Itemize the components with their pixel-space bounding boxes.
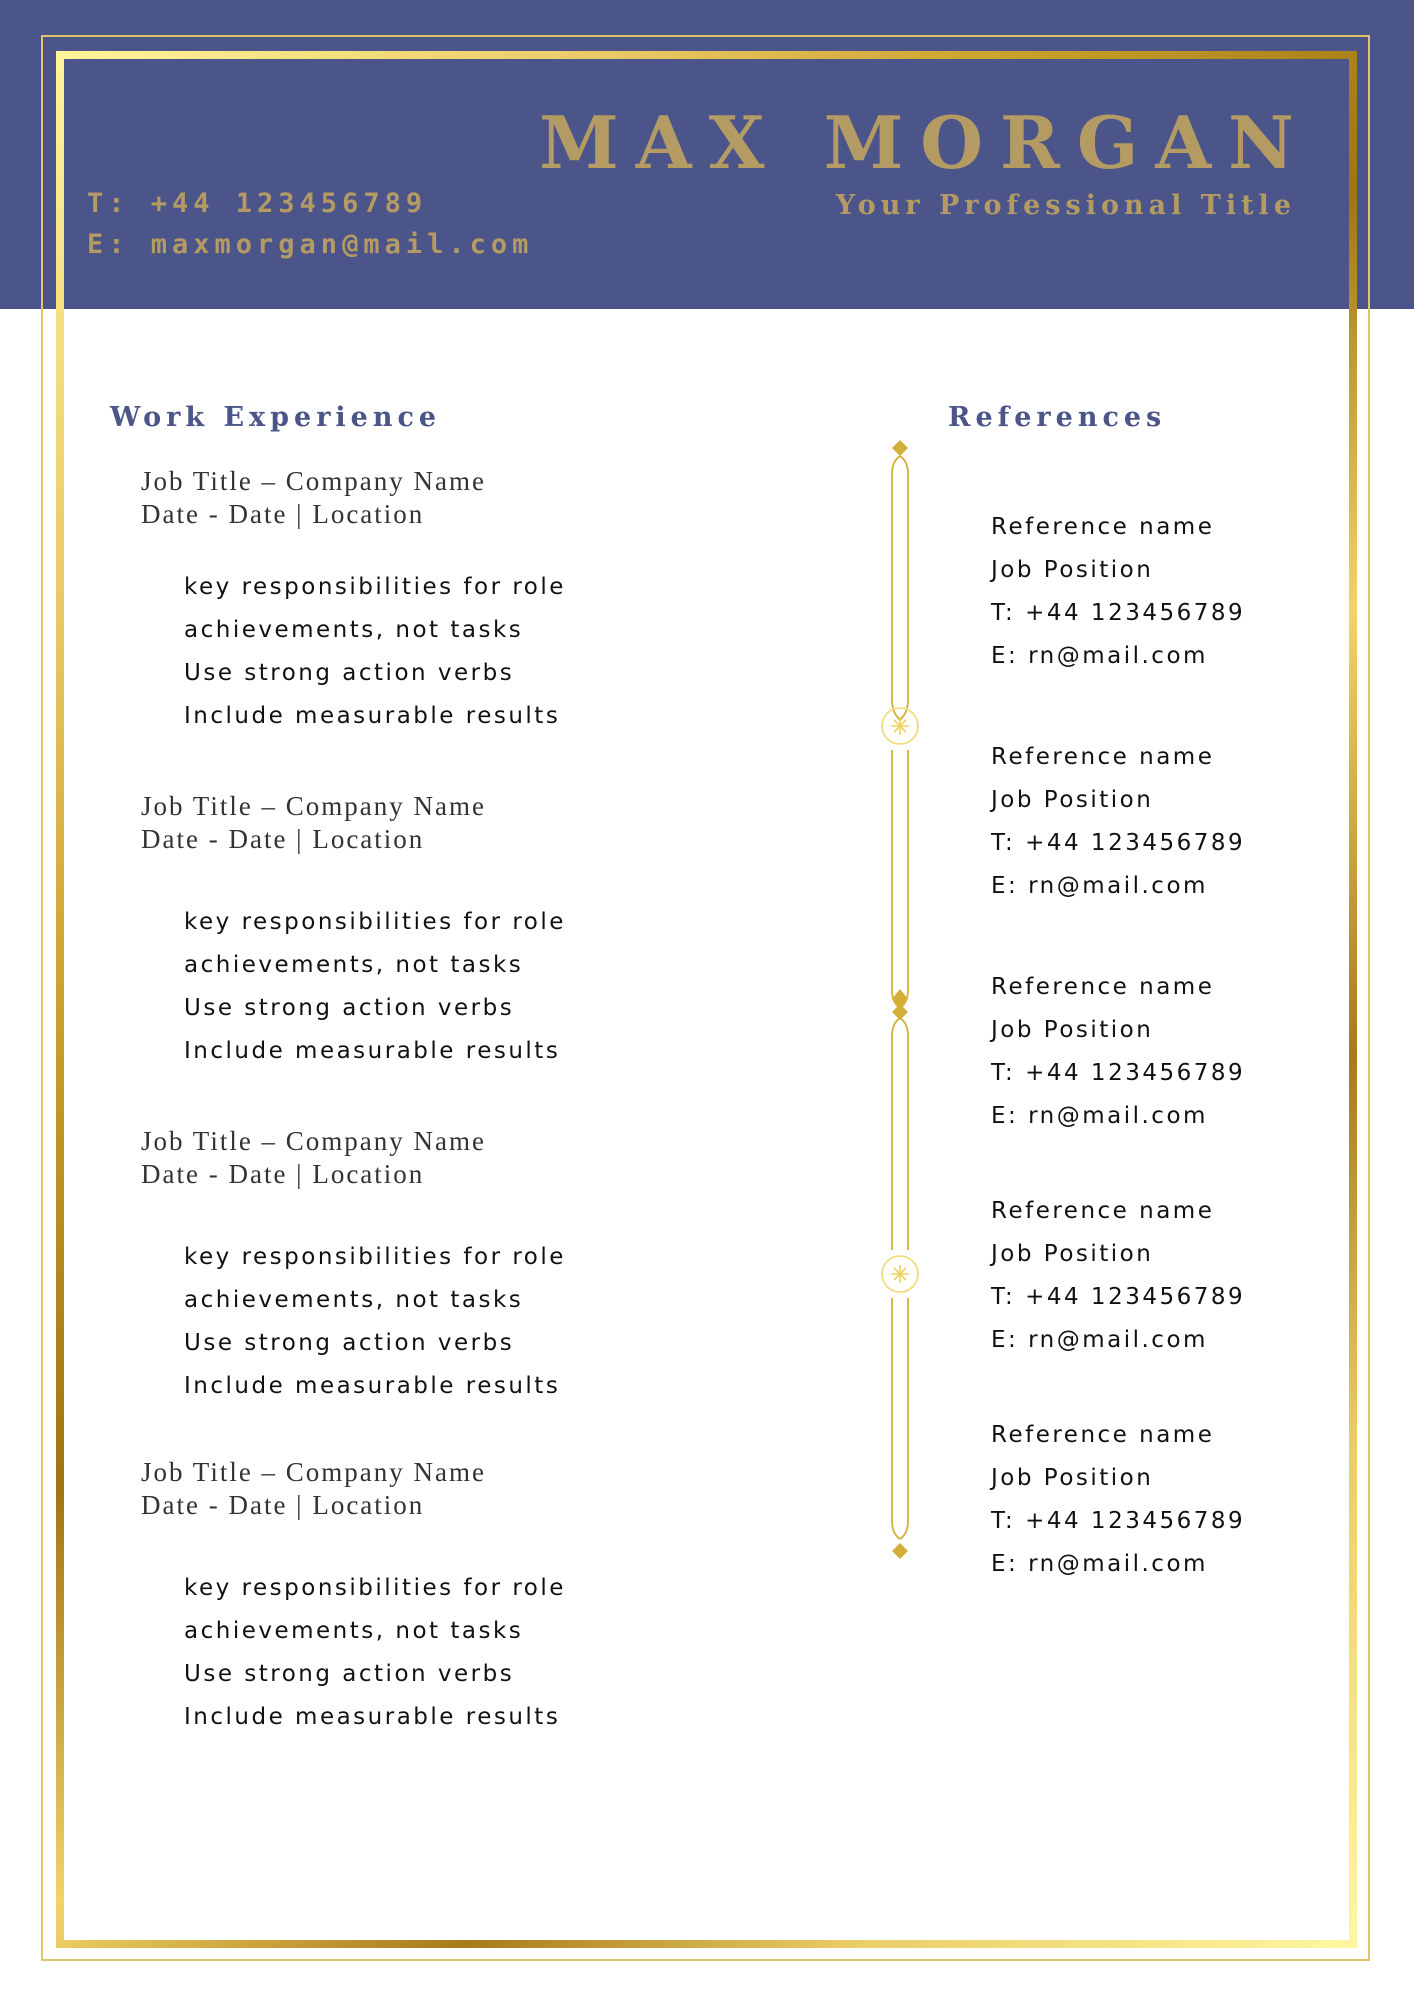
contact-email: E: maxmorgan@mail.com (87, 229, 534, 260)
job-title-line: Job Title – Company Name (141, 1457, 487, 1487)
job-bullet: achievements, not tasks (184, 952, 524, 978)
reference-email: E: rn@mail.com (991, 873, 1208, 899)
job-bullet: Include measurable results (184, 703, 561, 729)
professional-title: Your Professional Title (835, 190, 1296, 221)
job-date-line: Date - Date | Location (141, 499, 425, 529)
reference-entry (991, 1190, 1245, 1362)
job-bullet: Use strong action verbs (184, 660, 515, 686)
job-bullet: achievements, not tasks (184, 1287, 524, 1313)
reference-name: Reference name (991, 1198, 1215, 1224)
reference-phone: T: +44 123456789 (991, 1060, 1246, 1086)
candidate-name: MAX MORGAN (539, 100, 1311, 185)
job-bullet: Include measurable results (184, 1373, 561, 1399)
job-bullet: Use strong action verbs (184, 1661, 515, 1687)
reference-phone: T: +44 123456789 (991, 1284, 1246, 1310)
job-bullet: key responsibilities for role (184, 1244, 566, 1270)
job-title-line: Job Title – Company Name (141, 1126, 487, 1156)
job-title-line: Job Title – Company Name (141, 466, 487, 496)
job-bullets (141, 1567, 566, 1739)
job-bullet: Include measurable results (184, 1704, 561, 1730)
reference-name: Reference name (991, 1422, 1215, 1448)
job-entry (141, 465, 566, 738)
job-bullet: key responsibilities for role (184, 909, 566, 935)
reference-position: Job Position (991, 1465, 1154, 1491)
reference-entry (991, 506, 1245, 678)
references-heading: References (948, 402, 1167, 433)
job-entry (141, 1456, 566, 1739)
contact-block (87, 183, 533, 265)
job-bullet: key responsibilities for role (184, 1575, 566, 1601)
job-bullet: key responsibilities for role (184, 574, 566, 600)
job-date-line: Date - Date | Location (141, 1159, 425, 1189)
job-bullet: Use strong action verbs (184, 1330, 515, 1356)
job-entry (141, 1125, 566, 1408)
reference-name: Reference name (991, 744, 1215, 770)
job-title-line: Job Title – Company Name (141, 791, 487, 821)
reference-phone: T: +44 123456789 (991, 1508, 1246, 1534)
reference-email: E: rn@mail.com (991, 1551, 1208, 1577)
job-date-line: Date - Date | Location (141, 824, 425, 854)
reference-position: Job Position (991, 557, 1154, 583)
reference-name: Reference name (991, 974, 1215, 1000)
work-experience-heading: Work Experience (110, 402, 442, 433)
reference-entry (991, 736, 1245, 908)
ornamental-divider (870, 438, 930, 1563)
job-bullets (141, 901, 566, 1073)
job-bullet: Use strong action verbs (184, 995, 515, 1021)
reference-position: Job Position (991, 1017, 1154, 1043)
job-bullet: achievements, not tasks (184, 1618, 524, 1644)
job-bullet: achievements, not tasks (184, 617, 524, 643)
job-bullet: Include measurable results (184, 1038, 561, 1064)
job-bullets (141, 566, 566, 738)
job-bullets (141, 1236, 566, 1408)
reference-email: E: rn@mail.com (991, 1327, 1208, 1353)
reference-name: Reference name (991, 514, 1215, 540)
reference-phone: T: +44 123456789 (991, 830, 1246, 856)
reference-position: Job Position (991, 1241, 1154, 1267)
job-entry (141, 790, 566, 1073)
reference-entry (991, 1414, 1245, 1586)
reference-position: Job Position (991, 787, 1154, 813)
reference-phone: T: +44 123456789 (991, 600, 1246, 626)
reference-entry (991, 966, 1245, 1138)
contact-phone: T: +44 123456789 (87, 188, 428, 219)
reference-email: E: rn@mail.com (991, 643, 1208, 669)
reference-email: E: rn@mail.com (991, 1103, 1208, 1129)
job-date-line: Date - Date | Location (141, 1490, 425, 1520)
